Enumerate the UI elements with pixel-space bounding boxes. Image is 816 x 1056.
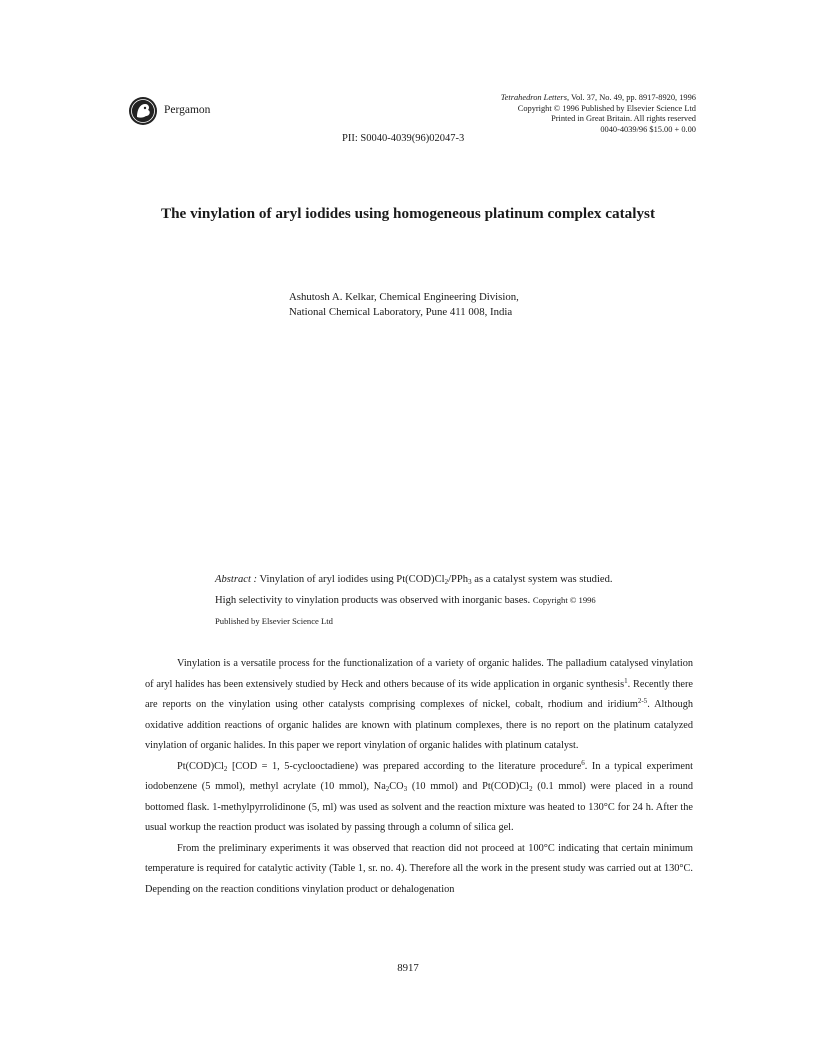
- author-affiliation: [289, 290, 519, 320]
- subscript: 3: [403, 785, 408, 793]
- paragraph-1: [145, 654, 693, 757]
- reference-marker: 2-5: [637, 697, 648, 705]
- abstract-text: as a catalyst system was studied. High selectivity to vinylation products was observed with inorganic bases.: [215, 574, 613, 606]
- abstract-text: Vinylation of aryl iodides using Pt(COD)Cl: [257, 574, 445, 585]
- article-title: The vinylation of aryl iodides using homogeneous platinum complex catalyst: [160, 205, 656, 222]
- paragraph-2: [145, 757, 693, 839]
- journal-citation-line: [501, 93, 696, 104]
- subscript: 2: [529, 785, 533, 793]
- abstract-copyright: Copyright © 1996 Published by Elsevier Science Ltd: [215, 595, 596, 626]
- body-text: Pt(COD)Cl: [177, 760, 224, 772]
- abstract: [215, 570, 615, 632]
- journal-info: [501, 93, 696, 135]
- printed-line: Printed in Great Britain. All rights reserved: [551, 114, 696, 124]
- journal-citation: , Vol. 37, No. 49, pp. 8917-8920, 1996: [566, 93, 696, 102]
- copyright-line: Copyright © 1996 Published by Elsevier Science Ltd: [517, 103, 696, 113]
- reference-marker: 6: [581, 758, 585, 767]
- body-text: CO: [389, 781, 404, 792]
- abstract-label: Abstract :: [215, 574, 258, 585]
- subscript: 2: [223, 764, 228, 773]
- paragraph-3: From the preliminary experiments it was observed that reaction did not proceed at 100°C indicating that certain minimum temperature is required for catalytic activity (Table 1, sr. no. 4). Therefore all the work in the present study was carried out at 130°C. Depending on the reaction conditions vinylation product or dehalogenation: [145, 842, 693, 895]
- pergamon-logo: [128, 96, 158, 126]
- pii-identifier: PII: S0040-4039(96)02047-3: [342, 133, 465, 144]
- body-text: [COD = 1, 5-cyclooctadiene) was prepared according to the literature procedure: [227, 760, 582, 772]
- article-body: [145, 654, 693, 900]
- subscript: 2: [385, 785, 390, 793]
- body-text: . Although oxidative addition reactions of organic halides are known with platinum complexes, there is no report on the platinum catalyzed vinylation of organic halides. In this paper we report vinylation of organic halides with platinum catalyst.: [145, 699, 694, 751]
- publisher-name: Pergamon: [164, 104, 211, 116]
- subscript: 2: [444, 578, 449, 586]
- issn-price: 0040-4039/96 $15.00 + 0.00: [600, 124, 696, 134]
- body-text: . Recently there are reports on the vinylation using other catalysts comprising complexes of nickel, cobalt, rhodium and iridium: [145, 678, 693, 710]
- body-text: (0.1 mmol) were placed in a round bottomed flask. 1-methylpyrrolidinone (5, ml) was used as solvent and the reaction mixture was heated to 130°C for 24 h. After the usual workup the reaction product was isolated by passing through a column of silica gel.: [145, 781, 693, 833]
- abstract-text: /PPh: [448, 574, 469, 585]
- page-number: 8917: [397, 962, 419, 974]
- body-text: Vinylation is a versatile process for the functionalization of a variety of organic halides. The palladium catalysed vinylation of aryl halides has been extensively studied by Heck and others because of its wide application in organic synthesis: [145, 658, 693, 690]
- body-text: (10 mmol) and Pt(COD)Cl: [407, 781, 530, 792]
- body-text: . In a typical experiment iodobenzene (5 mmol), methyl acrylate (10 mmol), Na: [145, 760, 693, 792]
- author-line-1: Ashutosh A. Kelkar, Chemical Engineering Division,: [289, 291, 519, 303]
- author-line-2: National Chemical Laboratory, Pune 411 008, India: [289, 306, 513, 318]
- subscript: 3: [468, 578, 472, 586]
- reference-marker: 1: [624, 676, 628, 685]
- journal-name: Tetrahedron Letters: [500, 93, 567, 102]
